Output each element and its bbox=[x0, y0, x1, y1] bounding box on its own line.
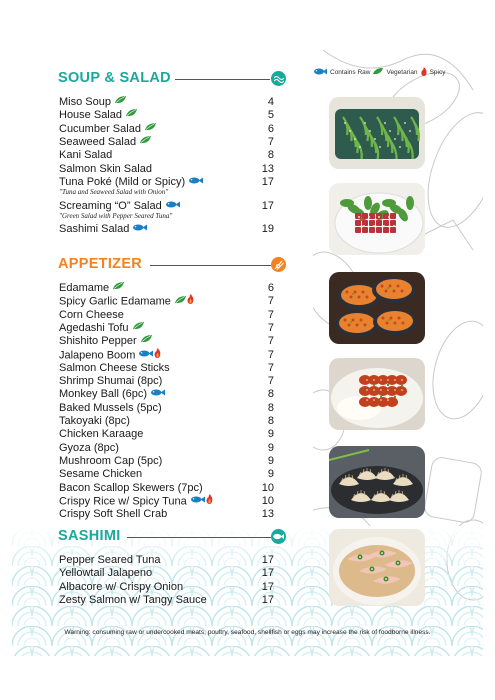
menu-item-price: 8 bbox=[267, 388, 274, 401]
menu-item-name bbox=[59, 554, 161, 566]
health-warning: Warning: consuming raw or undercooked meats, poultry, seafood, shellfish or eggs may increase the risk of foodborne illness. bbox=[64, 629, 431, 636]
menu-item-price: 13 bbox=[261, 162, 274, 175]
section-title: SOUP & SALAD bbox=[58, 70, 171, 86]
menu-item-name bbox=[59, 295, 194, 308]
flame-icon bbox=[187, 294, 194, 307]
menu-item-label: Screaming “O” Salad bbox=[59, 199, 162, 212]
menu-item bbox=[59, 455, 274, 468]
menu-item-price: 6 bbox=[267, 122, 274, 135]
menu-item-price: 7 bbox=[267, 361, 274, 374]
menu-item-name bbox=[59, 149, 112, 161]
photo-baked-mussels bbox=[329, 272, 425, 344]
menu-item-label: Seaweed Salad bbox=[59, 135, 137, 148]
legend-veg-label: Vegetarian bbox=[386, 69, 418, 76]
menu-item-price: 6 bbox=[267, 282, 274, 294]
menu-item-price: 13 bbox=[261, 508, 274, 521]
menu-item bbox=[59, 508, 274, 521]
menu-item-price: 17 bbox=[261, 554, 274, 566]
menu-item-price: 7 bbox=[267, 295, 274, 308]
menu-item-label: Shrimp Shumai (8pc) bbox=[59, 375, 163, 388]
menu-item-name bbox=[59, 163, 152, 175]
leaf-icon bbox=[175, 295, 186, 307]
menu-item bbox=[59, 402, 274, 415]
menu-item-label: Pepper Seared Tuna bbox=[59, 554, 161, 566]
menu-item bbox=[59, 594, 274, 607]
menu-item bbox=[59, 567, 274, 580]
menu-item bbox=[59, 149, 274, 162]
menu-item-name bbox=[59, 428, 143, 440]
leaf-icon bbox=[140, 135, 151, 147]
menu-item-label: Takoyaki (8pc) bbox=[59, 415, 130, 427]
menu-item-price: 8 bbox=[267, 415, 274, 427]
menu-item-name bbox=[59, 109, 137, 121]
menu-item-price: 8 bbox=[267, 149, 274, 162]
menu-item-name bbox=[59, 415, 130, 427]
menu-item-price: 9 bbox=[267, 428, 274, 441]
menu-item bbox=[59, 136, 274, 149]
menu-item-price: 7 bbox=[267, 335, 274, 348]
menu-item-name bbox=[59, 176, 203, 188]
menu-item-name bbox=[59, 468, 142, 480]
menu-item-label: Crispy Rice w/ Spicy Tuna bbox=[59, 495, 187, 508]
menu-item-name bbox=[59, 136, 151, 148]
menu-item bbox=[59, 223, 274, 236]
leaf-icon bbox=[115, 95, 126, 107]
menu-item-price: 5 bbox=[267, 109, 274, 122]
fish-icon bbox=[139, 348, 153, 360]
fish-icon bbox=[166, 199, 180, 211]
menu-item-label: Spicy Garlic Edamame bbox=[59, 295, 171, 308]
menu-item-name bbox=[59, 495, 213, 508]
menu-item-label: Edamame bbox=[59, 282, 110, 294]
menu-item bbox=[59, 335, 274, 348]
menu-item-price: 19 bbox=[261, 223, 274, 236]
menu-item-name bbox=[59, 223, 147, 235]
menu-page bbox=[12, 40, 483, 656]
menu-item-price: 10 bbox=[261, 481, 274, 494]
section-title: SASHIMI bbox=[58, 528, 121, 544]
legend-spicy-label: Spicy bbox=[429, 69, 446, 76]
menu-item-label: Kani Salad bbox=[59, 149, 113, 162]
flame-icon bbox=[154, 348, 161, 361]
menu-item bbox=[59, 176, 274, 189]
menu-item-label: House Salad bbox=[59, 109, 122, 122]
leaf-icon bbox=[126, 108, 137, 120]
menu-item-label: Bacon Scallop Skewers (7pc) bbox=[59, 481, 203, 494]
menu-item bbox=[59, 322, 274, 335]
menu-item bbox=[59, 375, 274, 388]
menu-item-name bbox=[59, 123, 156, 135]
menu-item-label: Shishito Pepper bbox=[59, 335, 137, 348]
menu-item bbox=[59, 309, 274, 322]
photo-tuna-poke bbox=[329, 183, 425, 255]
menu-item bbox=[59, 495, 274, 508]
menu-item-name bbox=[59, 455, 162, 467]
menu-item-label: Albacore w/ Crispy Onion bbox=[59, 580, 184, 593]
menu-item-price: 17 bbox=[261, 199, 274, 212]
menu-item-label: Mushroom Cap (5pc) bbox=[59, 454, 163, 467]
menu-item-price: 17 bbox=[261, 593, 274, 606]
menu-item bbox=[59, 468, 274, 481]
menu-item bbox=[59, 349, 274, 362]
menu-item-label: Zesty Salmon w/ Tangy Sauce bbox=[59, 593, 207, 606]
menu-item-description: "Tuna and Seaweed Salad with Onion" bbox=[59, 188, 169, 197]
menu-item-price: 7 bbox=[267, 308, 274, 321]
menu-item-name bbox=[59, 508, 167, 520]
menu-item-label: Salmon Skin Salad bbox=[59, 162, 152, 175]
photo-seaweed-salad bbox=[329, 97, 425, 169]
menu-item bbox=[59, 200, 274, 213]
section-divider bbox=[127, 537, 271, 538]
menu-item-price: 9 bbox=[267, 441, 274, 454]
leaf-icon bbox=[133, 321, 144, 333]
leaf-icon bbox=[145, 122, 156, 134]
fish-icon bbox=[151, 387, 165, 399]
menu-item-name bbox=[59, 375, 162, 387]
menu-item-label: Jalapeno Boom bbox=[59, 348, 136, 361]
section-badge-fish-icon bbox=[271, 529, 286, 544]
section-badge-wave-icon bbox=[271, 71, 286, 86]
photo-sashimi bbox=[329, 529, 425, 606]
menu-item-price: 17 bbox=[261, 175, 274, 188]
photo-gyoza bbox=[329, 446, 425, 518]
menu-item-name bbox=[59, 402, 162, 414]
menu-item-name bbox=[59, 200, 180, 212]
menu-item-price: 17 bbox=[261, 580, 274, 593]
menu-item bbox=[59, 295, 274, 308]
menu-item-price: 7 bbox=[267, 321, 274, 334]
menu-item bbox=[59, 482, 274, 495]
menu-item bbox=[59, 163, 274, 176]
menu-item-label: Salmon Cheese Sticks bbox=[59, 361, 170, 374]
section-divider bbox=[175, 79, 270, 80]
menu-item-price: 17 bbox=[261, 567, 274, 580]
menu-item-label: Cucumber Salad bbox=[59, 122, 141, 135]
leaf-icon bbox=[141, 334, 152, 346]
menu-item bbox=[59, 362, 274, 375]
section-badge-chopsticks-icon bbox=[271, 257, 286, 272]
menu-item-name bbox=[59, 388, 165, 400]
menu-item-label: Monkey Ball (6pc) bbox=[59, 388, 148, 401]
menu-item-price: 10 bbox=[261, 494, 274, 507]
menu-item-label: Yellowtail Jalapeno bbox=[59, 567, 153, 580]
menu-item bbox=[59, 581, 274, 594]
menu-item-label: Agedashi Tofu bbox=[59, 321, 129, 334]
menu-item-label: Corn Cheese bbox=[59, 308, 124, 321]
section-divider bbox=[150, 265, 271, 266]
menu-item-price: 4 bbox=[267, 96, 274, 108]
legend-raw-label: Contains Raw bbox=[330, 69, 371, 76]
menu-item bbox=[59, 428, 274, 441]
menu-item-name bbox=[59, 309, 124, 321]
menu-item-name bbox=[59, 442, 119, 454]
menu-item-name bbox=[59, 482, 203, 494]
menu-item-label: Miso Soup bbox=[59, 96, 111, 108]
menu-item-name bbox=[59, 322, 144, 334]
menu-item-price: 8 bbox=[267, 401, 274, 414]
fish-icon bbox=[191, 494, 205, 506]
menu-item-label: Baked Mussels (5pc) bbox=[59, 401, 162, 414]
menu-item bbox=[59, 123, 274, 136]
menu-item bbox=[59, 109, 274, 122]
menu-item bbox=[59, 415, 274, 428]
menu-item-price: 9 bbox=[267, 468, 274, 481]
menu-item bbox=[59, 96, 274, 109]
menu-item-name bbox=[59, 581, 183, 593]
menu-item-name bbox=[59, 96, 126, 108]
menu-item-name bbox=[59, 594, 207, 606]
menu-item-name bbox=[59, 335, 152, 347]
section-title: APPETIZER bbox=[58, 256, 143, 272]
menu-item bbox=[59, 388, 274, 401]
menu-item bbox=[59, 442, 274, 455]
menu-item-name bbox=[59, 567, 152, 579]
menu-item-price: 9 bbox=[267, 454, 274, 467]
menu-item-label: Sashimi Salad bbox=[59, 223, 130, 236]
menu-item-name bbox=[59, 282, 124, 294]
menu-item-price: 7 bbox=[267, 348, 274, 361]
menu-item bbox=[59, 554, 274, 567]
menu-item-label: Gyoza (8pc) bbox=[59, 441, 119, 454]
menu-item-label: Sesame Chicken bbox=[59, 468, 143, 481]
fish-icon bbox=[189, 175, 203, 187]
menu-item-description: "Green Salad with Pepper Seared Tuna" bbox=[59, 211, 173, 220]
fish-icon bbox=[133, 222, 147, 234]
menu-item-label: Tuna Poké (Mild or Spicy) bbox=[59, 175, 186, 188]
menu-item bbox=[59, 282, 274, 295]
photo-sesame-chicken bbox=[329, 358, 425, 430]
leaf-icon bbox=[113, 281, 124, 293]
menu-item-name bbox=[59, 362, 170, 374]
flame-icon bbox=[206, 494, 213, 507]
menu-item-price: 7 bbox=[267, 135, 274, 148]
menu-item-name bbox=[59, 349, 161, 362]
menu-item-label: Crispy Soft Shell Crab bbox=[59, 508, 168, 521]
menu-item-label: Chicken Karaage bbox=[59, 428, 144, 441]
menu-item-price: 7 bbox=[267, 375, 274, 388]
